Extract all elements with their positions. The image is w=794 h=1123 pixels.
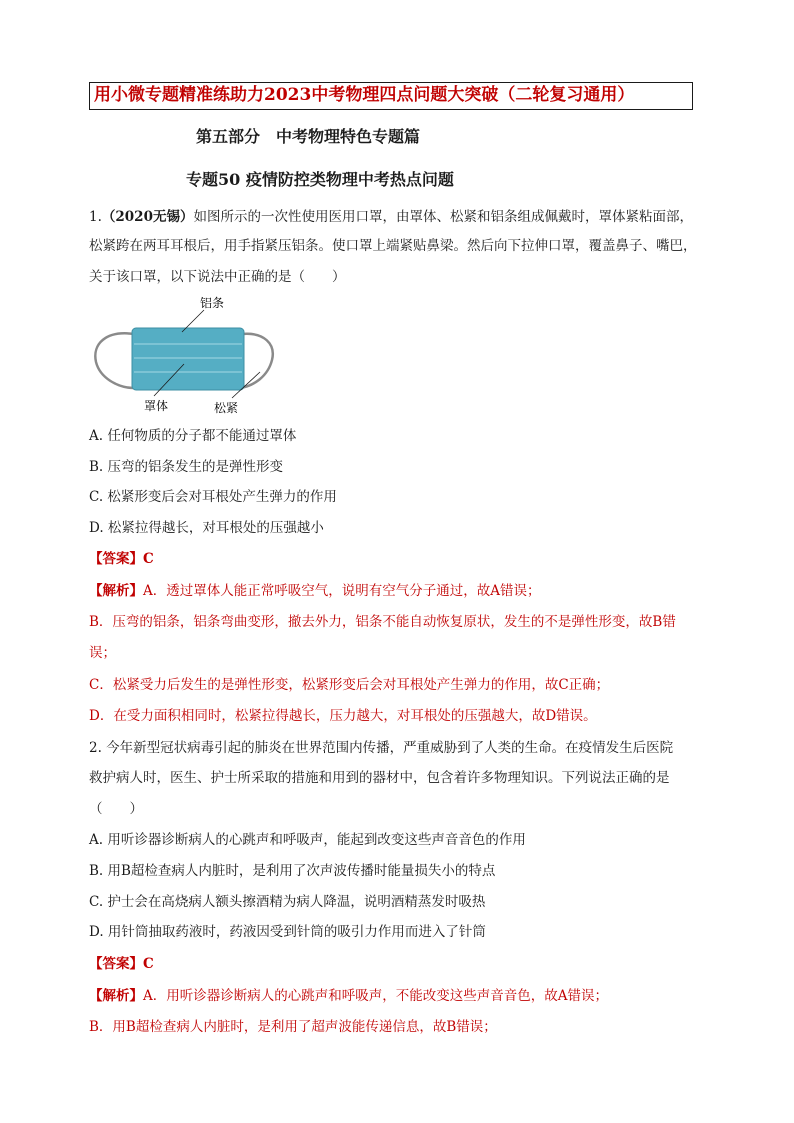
q1-answer: 【答案】C [89,551,154,567]
q2-analysis-2: B．用B超检查病人内脏时，是利用了超声波能传递信息，故B错误； [89,1019,497,1035]
q2-option-c: C. 护士会在高烧病人额头擦酒精为病人降温，说明酒精蒸发时吸热 [89,894,486,910]
q1-line-1 [89,207,693,227]
q1-analysis-4: C．松紧受力后发生的是弹性形变，松紧形变后会对耳根处产生弹力的作用，故C正确； [89,677,610,693]
q2-option-b: B. 用B超检查病人内脏时，是利用了次声波传播时能量损失小的特点 [89,863,496,879]
mask-figure [92,292,282,422]
q1-analysis-3: 误； [89,645,116,661]
label-elastic: 松紧 [214,401,239,415]
q1-analysis-1 [89,581,541,601]
label-body: 罩体 [144,399,169,413]
q1-analysis-2: B．压弯的铝条，铝条弯曲变形，撤去外力，铝条不能自动恢复原状，发生的不是弹性形变，故B错 [89,614,676,630]
q2-option-a: A. 用听诊器诊断病人的心跳声和呼吸声，能起到改变这些声音音色的作用 [89,832,526,848]
q1-option-c: C. 松紧形变后会对耳根处产生弹力的作用 [89,489,337,505]
q1-line-3: 关于该口罩，以下说法中正确的是（ ） [89,269,346,285]
q1-stem-1: 如图所示的一次性使用医用口罩，由罩体、松紧和铝条组成佩戴时，罩体紧粘面部， [193,209,693,225]
topic-title: 专题50 疫情防控类物理中考热点问题 [186,170,454,189]
q2-line-2: 救护病人时，医生、护士所采取的措施和用到的器材中，包含着许多物理知识。下列说法正确的是 [89,770,670,786]
q1-option-d: D. 松紧拉得越长，对耳根处的压强越小 [89,520,324,536]
q2-line-1: 2. 今年新型冠状病毒引起的肺炎在世界范围内传播，严重威胁到了人类的生命。在疫情发生后医院 [89,740,674,756]
series-banner: 用小微专题精准练助力2023中考物理四点问题大突破（二轮复习通用） [89,82,693,110]
q1-option-a: A. 任何物质的分子都不能通过罩体 [89,428,297,444]
q2-line-3: （ ） [89,801,143,817]
q1-number: 1. [89,209,102,225]
q1-option-b: B. 压弯的铝条发生的是弹性形变 [89,459,284,475]
q2-answer: 【答案】C [89,956,154,972]
q2-analysis-1 [89,986,608,1006]
q1-analysis-text-1: A．透过罩体人能正常呼吸空气，说明有空气分子通过，故A错误； [143,583,541,599]
right-ear-loop [240,334,273,388]
label-aluminum: 铝条 [200,296,225,310]
q1-analysis-5: D．在受力面积相同时，松紧拉得越长，压力越大，对耳根处的压强越大，故D错误。 [89,708,597,724]
q2-option-d: D. 用针筒抽取药液时，药液因受到针筒的吸引力作用而进入了针筒 [89,924,486,940]
q1-source: （2020无锡） [101,209,194,225]
q2-analysis-text-1: A．用听诊器诊断病人的心跳声和呼吸声，不能改变这些声音音色，故A错误； [143,988,608,1004]
q1-analysis-tag: 【解析】 [89,583,143,599]
left-ear-loop [95,333,134,388]
q1-line-2: 松紧跨在两耳耳根后，用手指紧压铝条。使口罩上端紧贴鼻梁。然后向下拉伸口罩，覆盖鼻子、嘴巴， [89,238,697,254]
q2-analysis-tag: 【解析】 [89,988,143,1004]
part-title: 第五部分 中考物理特色专题篇 [196,127,421,146]
